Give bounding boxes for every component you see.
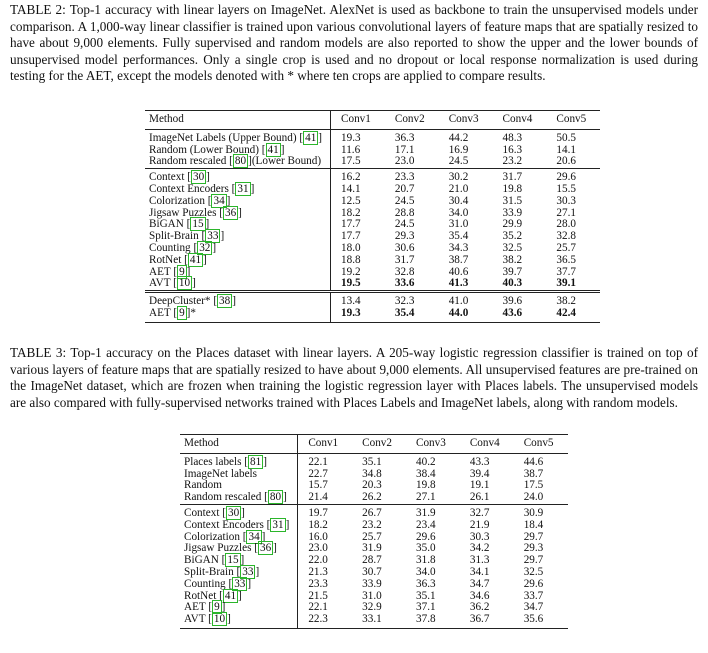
table2-header-conv1: Conv1 <box>331 111 385 130</box>
value-cell: 36.3 <box>385 129 439 144</box>
value-cell: 19.1 <box>469 479 490 492</box>
value-cell: 31.5 <box>502 194 523 207</box>
value-cell: 23.2 <box>362 518 382 531</box>
table3-header-conv3: Conv3 <box>406 435 460 454</box>
value-cell: 31.7 <box>394 253 415 266</box>
value-cell: 41.3 <box>448 277 469 290</box>
value-cell: 29.6 <box>546 169 600 184</box>
value-cell: 30.3 <box>556 194 576 207</box>
value-cell: 37.7 <box>556 265 576 278</box>
value-cell: 35.4 <box>448 230 469 243</box>
citation-link[interactable]: 10 <box>213 613 226 626</box>
value-cell: 37.1 <box>416 601 436 614</box>
value-cell: 21.4 <box>308 491 328 504</box>
value-cell: 24.5 <box>394 218 415 231</box>
value-cell: 22.7 <box>308 467 328 480</box>
value-cell: 34.3 <box>448 241 469 254</box>
method-cell: Colorization [ 34 ] <box>145 196 331 208</box>
table2-bounds-group <box>145 129 600 168</box>
value-cell: 28.0 <box>556 218 576 231</box>
value-cell: 30.6 <box>394 241 415 254</box>
value-cell: 16.2 <box>331 169 385 184</box>
value-cell: 35.2 <box>502 230 523 243</box>
value-cell: 32.5 <box>523 565 544 578</box>
value-cell: 32.7 <box>460 504 514 519</box>
method-cell: BiGAN [ 15 ] <box>145 219 331 231</box>
citation-link[interactable]: 32 <box>199 241 211 254</box>
citation-link[interactable]: 38 <box>219 295 231 308</box>
value-cell: 29.7 <box>523 554 544 567</box>
citation-link[interactable]: 15 <box>227 554 239 567</box>
table-row <box>180 504 568 519</box>
citation-link[interactable]: 33 <box>234 577 246 590</box>
citation-link[interactable]: 41 <box>224 589 237 602</box>
table2-header-conv2: Conv2 <box>385 111 439 130</box>
value-cell: 31.0 <box>362 589 382 602</box>
table2-header-conv5: Conv5 <box>546 111 600 130</box>
method-cell: Colorization [ 34 ] <box>180 532 298 544</box>
method-cell: Random rescaled [ 80 ](Lower Bound) <box>145 156 331 168</box>
table-row <box>145 169 600 184</box>
value-cell: 29.3 <box>394 230 415 243</box>
value-cell: 42.4 <box>546 308 600 322</box>
value-cell: 36.2 <box>469 601 490 614</box>
table-row <box>180 579 568 591</box>
value-cell: 30.2 <box>439 169 493 184</box>
method-cell: RotNet [ 41 ] <box>145 255 331 267</box>
value-cell: 22.1 <box>298 453 352 468</box>
method-cell: AVT [ 10 ] <box>145 278 331 291</box>
method-cell: AET [ 9 ]* <box>145 308 331 322</box>
method-cell: RotNet [ 41 ] <box>180 591 298 603</box>
value-cell: 36.3 <box>416 577 436 590</box>
citation-link[interactable]: 31 <box>272 518 284 531</box>
table3-header-conv1: Conv1 <box>298 435 352 454</box>
value-cell: 40.3 <box>502 277 523 290</box>
table2-caption: TABLE 2: Top-1 accuracy with linear layers on ImageNet. AlexNet is used as backbone to train the unsupervised models under comparison. A 1,000-way linear classifier is trained upon various convolutional layers of feature maps that are spatially resized to have about 9,000 elements. Fully supervised and random models are also reported to show the upper and the lower bounds of unsupervised model performances. Only a single crop is used and no dropout or local response normalization is used during testing for the AET, except the models denoted with * where ten crops are applied to compare results. <box>10 2 698 84</box>
value-cell: 34.1 <box>469 565 490 578</box>
citation-link[interactable]: 80 <box>234 155 247 168</box>
value-cell: 21.3 <box>308 565 328 578</box>
value-cell: 43.6 <box>493 308 547 322</box>
value-cell: 44.2 <box>439 129 493 144</box>
value-cell: 28.7 <box>362 554 382 567</box>
value-cell: 35.6 <box>514 614 568 628</box>
value-cell: 17.7 <box>341 218 361 231</box>
value-cell: 11.6 <box>341 143 361 156</box>
method-cell: AET [ 9 ] <box>145 267 331 279</box>
citation-link[interactable]: 41 <box>189 253 202 266</box>
value-cell: 41.0 <box>439 292 493 308</box>
method-cell: Random (Lower Bound) [ 41 ] <box>145 145 331 157</box>
citation-link[interactable]: 34 <box>248 530 260 543</box>
value-cell: 21.0 <box>448 182 469 195</box>
table3-unsupervised-group <box>180 504 568 628</box>
citation-link[interactable]: 30 <box>227 506 240 519</box>
value-cell: 38.7 <box>448 253 469 266</box>
value-cell: 19.3 <box>331 308 385 322</box>
value-cell: 16.9 <box>448 143 469 156</box>
value-cell: 30.7 <box>362 565 382 578</box>
method-cell: Jigsaw Puzzles [ 36 ] <box>145 208 331 220</box>
value-cell: 18.4 <box>523 518 544 531</box>
value-cell: 31.7 <box>493 169 547 184</box>
citation-link[interactable]: 34 <box>213 194 225 207</box>
table-row <box>145 208 600 220</box>
citation-link[interactable]: 36 <box>224 206 237 219</box>
value-cell: 34.8 <box>362 467 382 480</box>
value-cell: 39.4 <box>469 467 490 480</box>
method-cell: Places labels [ 81 ] <box>180 453 298 468</box>
table-row <box>145 267 600 279</box>
value-cell: 17.5 <box>341 155 361 168</box>
table3-header-conv4: Conv4 <box>460 435 514 454</box>
method-cell: Jigsaw Puzzles [ 36 ] <box>180 543 298 555</box>
value-cell: 39.1 <box>556 277 576 290</box>
method-cell: ImageNet Labels (Upper Bound) [ 41 ] <box>145 129 331 144</box>
table2 <box>145 110 600 323</box>
value-cell: 26.2 <box>362 491 382 504</box>
value-cell: 29.6 <box>416 530 436 543</box>
citation-link[interactable]: 30 <box>192 171 205 184</box>
citation-link[interactable]: 80 <box>269 491 282 504</box>
table-row <box>145 292 600 308</box>
value-cell: 19.8 <box>416 479 436 492</box>
table3-header <box>180 435 568 454</box>
value-cell: 39.6 <box>493 292 547 308</box>
table3-header-conv5: Conv5 <box>514 435 568 454</box>
method-cell: BiGAN [ 15 ] <box>180 555 298 567</box>
table2-header-conv3: Conv3 <box>439 111 493 130</box>
value-cell: 34.0 <box>416 565 436 578</box>
value-cell: 44.6 <box>514 453 568 468</box>
value-cell: 35.0 <box>416 542 436 555</box>
value-cell: 20.6 <box>556 155 576 168</box>
citation-link[interactable]: 9 <box>179 306 185 319</box>
value-cell: 44.0 <box>439 308 493 322</box>
value-cell: 19.3 <box>331 129 385 144</box>
value-cell: 43.3 <box>460 453 514 468</box>
method-cell: AET [ 9 ] <box>180 602 298 614</box>
value-cell: 28.8 <box>394 206 415 219</box>
method-cell: Context [ 30 ] <box>145 169 331 184</box>
table-row <box>145 278 600 291</box>
value-cell: 33.6 <box>394 277 415 290</box>
value-cell: 27.1 <box>556 206 576 219</box>
method-cell: Context [ 30 ] <box>180 504 298 519</box>
citation-link[interactable]: 36 <box>259 542 272 555</box>
value-cell: 48.3 <box>493 129 547 144</box>
method-cell: Context Encoders [ 31 ] <box>145 184 331 196</box>
value-cell: 38.2 <box>502 253 523 266</box>
value-cell: 37.8 <box>406 614 460 628</box>
value-cell: 33.7 <box>523 589 544 602</box>
value-cell: 27.1 <box>416 491 436 504</box>
value-cell: 30.9 <box>514 504 568 519</box>
value-cell: 19.2 <box>341 265 361 278</box>
value-cell: 26.1 <box>469 491 490 504</box>
method-cell: Split-Brain [ 33 ] <box>145 231 331 243</box>
citation-link[interactable]: 9 <box>179 265 185 278</box>
method-cell: Random rescaled [ 80 ] <box>180 492 298 504</box>
method-cell: AVT [ 10 ] <box>180 614 298 628</box>
value-cell: 29.6 <box>523 577 544 590</box>
value-cell: 16.3 <box>502 143 523 156</box>
value-cell: 40.2 <box>406 453 460 468</box>
value-cell: 31.9 <box>406 504 460 519</box>
value-cell: 35.1 <box>352 453 406 468</box>
table-row <box>145 308 600 322</box>
table2-header-row <box>145 111 600 130</box>
table3-header-method: Method <box>180 435 298 454</box>
table3-baseline-group <box>180 453 568 504</box>
table-row <box>180 453 568 468</box>
value-cell: 31.0 <box>448 218 469 231</box>
value-cell: 22.0 <box>308 554 328 567</box>
value-cell: 29.9 <box>502 218 523 231</box>
value-cell: 14.1 <box>556 143 576 156</box>
value-cell: 50.5 <box>546 129 600 144</box>
value-cell: 19.8 <box>502 182 523 195</box>
value-cell: 18.2 <box>341 206 361 219</box>
value-cell: 23.2 <box>502 155 523 168</box>
value-cell: 23.0 <box>394 155 415 168</box>
citation-link[interactable]: 15 <box>192 218 204 231</box>
value-cell: 31.9 <box>362 542 382 555</box>
value-cell: 34.0 <box>448 206 469 219</box>
citation-link[interactable]: 10 <box>178 277 191 290</box>
value-cell: 14.1 <box>341 182 361 195</box>
value-cell: 21.9 <box>469 518 490 531</box>
value-cell: 39.7 <box>502 265 523 278</box>
value-cell: 32.8 <box>394 265 415 278</box>
value-cell: 24.5 <box>448 155 469 168</box>
value-cell: 12.5 <box>341 194 361 207</box>
value-cell: 25.7 <box>556 241 576 254</box>
value-cell: 18.8 <box>341 253 361 266</box>
citation-link[interactable]: 81 <box>250 455 262 468</box>
table3-caption: TABLE 3: Top-1 accuracy on the Places dataset with linear layers. A 205-way logistic regression classifier is trained on top of various layers of feature maps that are spatially resized to have about 9,000 elements. All unsupervised features are pre-trained on the ImageNet dataset, which are frozen when training the logistic regression layer with Places labels. The unsupervised models are also compared with fully-supervised networks trained with Places Labels and ImageNet labels, along with random models. <box>10 345 698 410</box>
value-cell: 30.3 <box>469 530 490 543</box>
method-cell: Counting [ 33 ] <box>180 579 298 591</box>
value-cell: 31.8 <box>416 554 436 567</box>
value-cell: 40.6 <box>448 265 469 278</box>
table2-header-method: Method <box>145 111 331 130</box>
table2-header <box>145 111 600 130</box>
value-cell: 34.7 <box>523 601 544 614</box>
table-row <box>180 614 568 628</box>
value-cell: 35.4 <box>385 308 439 322</box>
value-cell: 29.3 <box>523 542 544 555</box>
value-cell: 30.4 <box>448 194 469 207</box>
value-cell: 24.0 <box>523 491 544 504</box>
value-cell: 32.9 <box>362 601 382 614</box>
value-cell: 33.9 <box>502 206 523 219</box>
citation-link[interactable]: 33 <box>207 230 219 243</box>
table-row <box>145 243 600 255</box>
method-cell: Split-Brain [ 33 ] <box>180 567 298 579</box>
value-cell: 18.0 <box>341 241 361 254</box>
value-cell: 36.7 <box>460 614 514 628</box>
value-cell: 34.7 <box>469 577 490 590</box>
method-cell: Context Encoders [ 31 ] <box>180 520 298 532</box>
table-row <box>145 156 600 168</box>
value-cell: 32.3 <box>385 292 439 308</box>
value-cell: 21.5 <box>308 589 328 602</box>
value-cell: 23.0 <box>308 542 328 555</box>
table2-header-conv4: Conv4 <box>493 111 547 130</box>
table-row <box>145 255 600 267</box>
table3-header-row <box>180 435 568 454</box>
value-cell: 32.5 <box>502 241 523 254</box>
value-cell: 19.7 <box>298 504 352 519</box>
value-cell: 23.4 <box>416 518 436 531</box>
value-cell: 38.2 <box>546 292 600 308</box>
value-cell: 38.4 <box>416 467 436 480</box>
value-cell: 23.3 <box>385 169 439 184</box>
value-cell: 34.2 <box>469 542 490 555</box>
value-cell: 24.5 <box>394 194 415 207</box>
value-cell: 20.7 <box>394 182 415 195</box>
method-cell: Random <box>180 480 298 492</box>
value-cell: 26.7 <box>352 504 406 519</box>
value-cell: 34.6 <box>469 589 490 602</box>
value-cell: 16.0 <box>308 530 328 543</box>
value-cell: 22.1 <box>308 601 328 614</box>
citation-link[interactable]: 9 <box>214 601 220 614</box>
value-cell: 35.1 <box>416 589 436 602</box>
table3 <box>180 434 568 629</box>
citation-link[interactable]: 31 <box>237 182 249 195</box>
value-cell: 15.5 <box>556 182 576 195</box>
value-cell: 33.1 <box>352 614 406 628</box>
value-cell: 23.3 <box>308 577 328 590</box>
citation-link[interactable]: 33 <box>242 565 254 578</box>
table2-unsupervised-group <box>145 169 600 292</box>
value-cell: 13.4 <box>331 292 385 308</box>
value-cell: 29.7 <box>523 530 544 543</box>
value-cell: 20.3 <box>362 479 382 492</box>
value-cell: 32.8 <box>556 230 576 243</box>
citation-link[interactable]: 41 <box>305 131 317 144</box>
value-cell: 36.5 <box>556 253 576 266</box>
value-cell: 17.1 <box>394 143 415 156</box>
value-cell: 33.9 <box>362 577 382 590</box>
value-cell: 18.2 <box>308 518 328 531</box>
table2-tencrop-group <box>145 292 600 323</box>
table-row <box>145 129 600 144</box>
method-cell: Counting [ 32 ] <box>145 243 331 255</box>
value-cell: 25.7 <box>362 530 382 543</box>
value-cell: 17.5 <box>523 479 544 492</box>
value-cell: 17.7 <box>341 230 361 243</box>
method-cell: DeepCluster* [ 38 ] <box>145 292 331 308</box>
value-cell: 15.7 <box>308 479 328 492</box>
citation-link[interactable]: 41 <box>267 143 279 156</box>
value-cell: 38.7 <box>523 467 544 480</box>
value-cell: 22.3 <box>298 614 352 628</box>
value-cell: 31.3 <box>469 554 490 567</box>
method-cell: ImageNet labels <box>180 469 298 481</box>
table-row <box>180 492 568 504</box>
table3-header-conv2: Conv2 <box>352 435 406 454</box>
value-cell: 19.5 <box>341 277 361 290</box>
